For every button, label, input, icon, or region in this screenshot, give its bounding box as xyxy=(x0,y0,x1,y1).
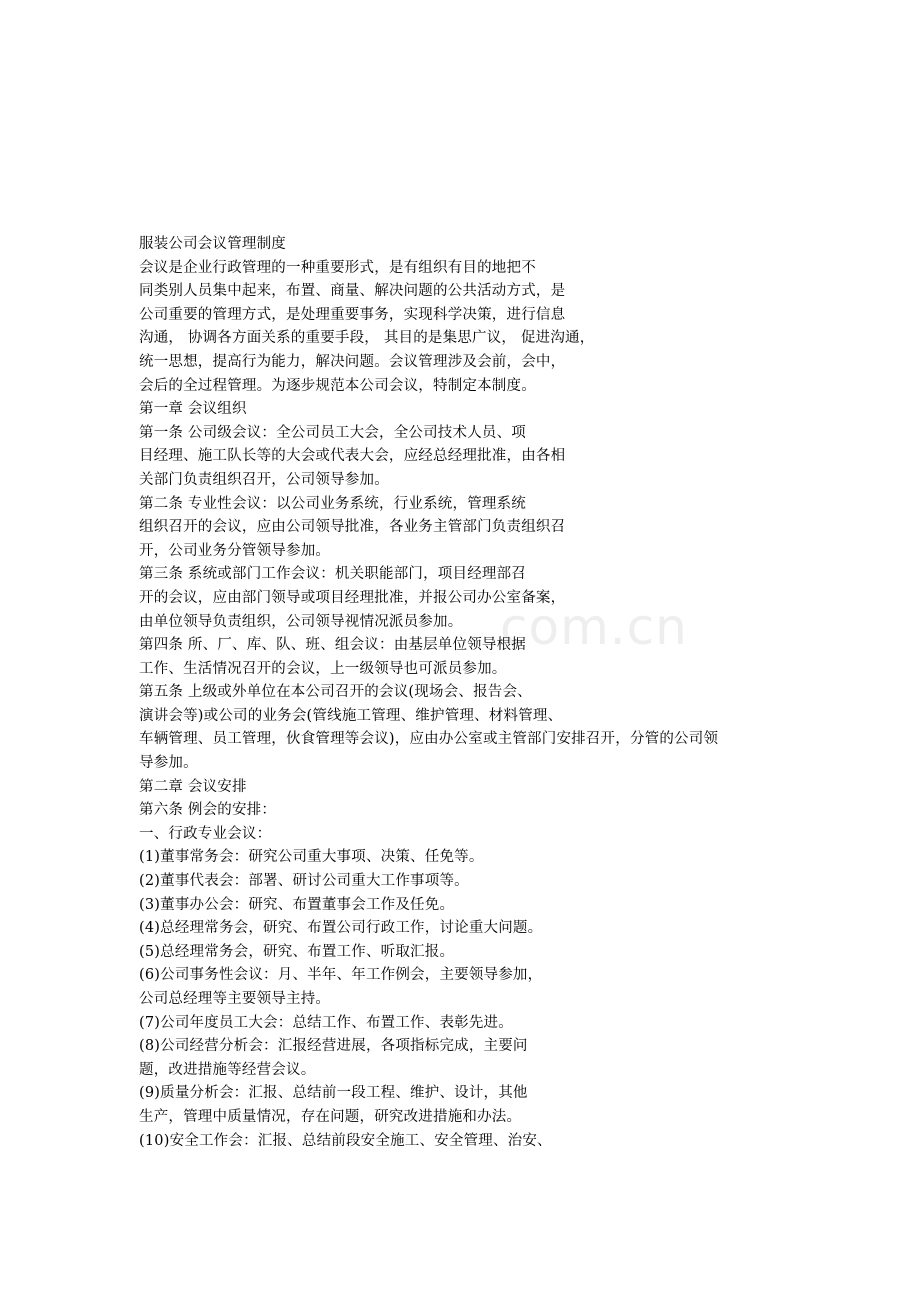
text-line: 车辆管理、员工管理，伙食管理等会议)，应由办公室或主管部门安排召开，分管的公司领 xyxy=(139,731,719,748)
chapter-heading: 第二章 会议安排 xyxy=(139,778,247,795)
text-line: 组织召开的会议，应由公司领导批准，各业务主管部门负责组织召 xyxy=(139,519,566,536)
text-line: 第五条 上级或外单位在本公司召开的会议(现场会、报告会、 xyxy=(139,684,532,701)
text-line: 开的会议，应由部门领导或项目经理批准，并报公司办公室备案， xyxy=(139,589,566,606)
text-line: 演讲会等)或公司的业务会(管线施工管理、维护管理、材料管理、 xyxy=(139,707,563,724)
text-line: 公司总经理等主要领导主持。 xyxy=(139,991,331,1007)
text-line: 第二条 专业性会议：以公司业务系统，行业系统，管理系统 xyxy=(139,495,527,512)
chapter-heading: 第一章 会议组织 xyxy=(139,401,247,418)
text-line: 生产，管理中质量情况，存在问题，研究改进措施和办法。 xyxy=(139,1108,522,1125)
text-line: 第三条 系统或部门工作会议：机关职能部门，项目经理部召 xyxy=(139,566,527,583)
text-line: 导参加。 xyxy=(139,755,198,772)
list-item: (7)公司年度员工大会：总结工作、布置工作、表彰先进。 xyxy=(139,1014,513,1031)
text-line: 第四条 所、厂、库、队、班、组会议：由基层单位领导根据 xyxy=(139,637,527,654)
text-line: 目经理、施工队长等的大会或代表大会，应经总经理批准，由各相 xyxy=(139,448,566,465)
text-line: 第六条 例会的安排： xyxy=(139,802,277,819)
text-line: 关部门负责组织召开，公司领导参加。 xyxy=(139,471,389,488)
list-item: (8)公司经营分析会：汇报经营进展，各项指标完成，主要问 xyxy=(139,1038,528,1055)
text-line: 统一思想，提高行为能力，解决问题。会议管理涉及会前，会中， xyxy=(139,353,566,370)
text-line: 由单位领导负责组织，公司领导视情况派员参加。 xyxy=(139,613,463,630)
text-line: 工作、生活情况召开的会议，上一级领导也可派员参加。 xyxy=(139,660,507,677)
list-item: (6)公司事务性会议：月、半年、年工作例会，主要领导参加， xyxy=(139,967,543,984)
text-line: 会议是企业行政管理的一种重要形式，是有组织有目的地把不 xyxy=(139,259,536,276)
list-item: (4)总经理常务会，研究、布置公司行政工作，讨论重大问题。 xyxy=(139,920,543,937)
text-line: 开，公司业务分管领导参加。 xyxy=(139,542,331,559)
list-item: (1)董事常务会：研究公司重大事项、决策、任免等。 xyxy=(139,849,484,866)
document-body xyxy=(139,233,799,1153)
text-line: 会后的全过程管理。为逐步规范本公司会议，特制定本制度。 xyxy=(139,377,536,394)
text-line: 第一条 公司级会议：全公司员工大会，全公司技术人员、项 xyxy=(139,424,527,441)
list-item: (2)董事代表会：部署、研讨公司重大工作事项等。 xyxy=(139,873,469,890)
list-item: (10)安全工作会：汇报、总结前段安全施工、安全管理、治安、 xyxy=(139,1132,552,1149)
text-line: 一、行政专业会议： xyxy=(139,825,272,842)
text-line: 题，改进措施等经营会议。 xyxy=(139,1061,316,1078)
text-line: 公司重要的管理方式，是处理重要事务，实现科学决策，进行信息 xyxy=(139,306,566,323)
list-item: (5)总经理常务会，研究、布置工作、听取汇报。 xyxy=(139,943,455,960)
watermark: com.cn xyxy=(500,598,688,656)
list-item: (3)董事办公会：研究、布置董事会工作及任免。 xyxy=(139,896,455,913)
list-item: (9)质量分析会：汇报、总结前一段工程、维护、设计，其他 xyxy=(139,1085,528,1102)
text-line: 沟通， 协调各方面关系的重要手段， 其目的是集思广议， 促进沟通， xyxy=(139,330,595,347)
text-line: 同类别人员集中起来，布置、商量、解决问题的公共活动方式，是 xyxy=(139,283,566,300)
document-title: 服装公司会议管理制度 xyxy=(139,236,286,252)
